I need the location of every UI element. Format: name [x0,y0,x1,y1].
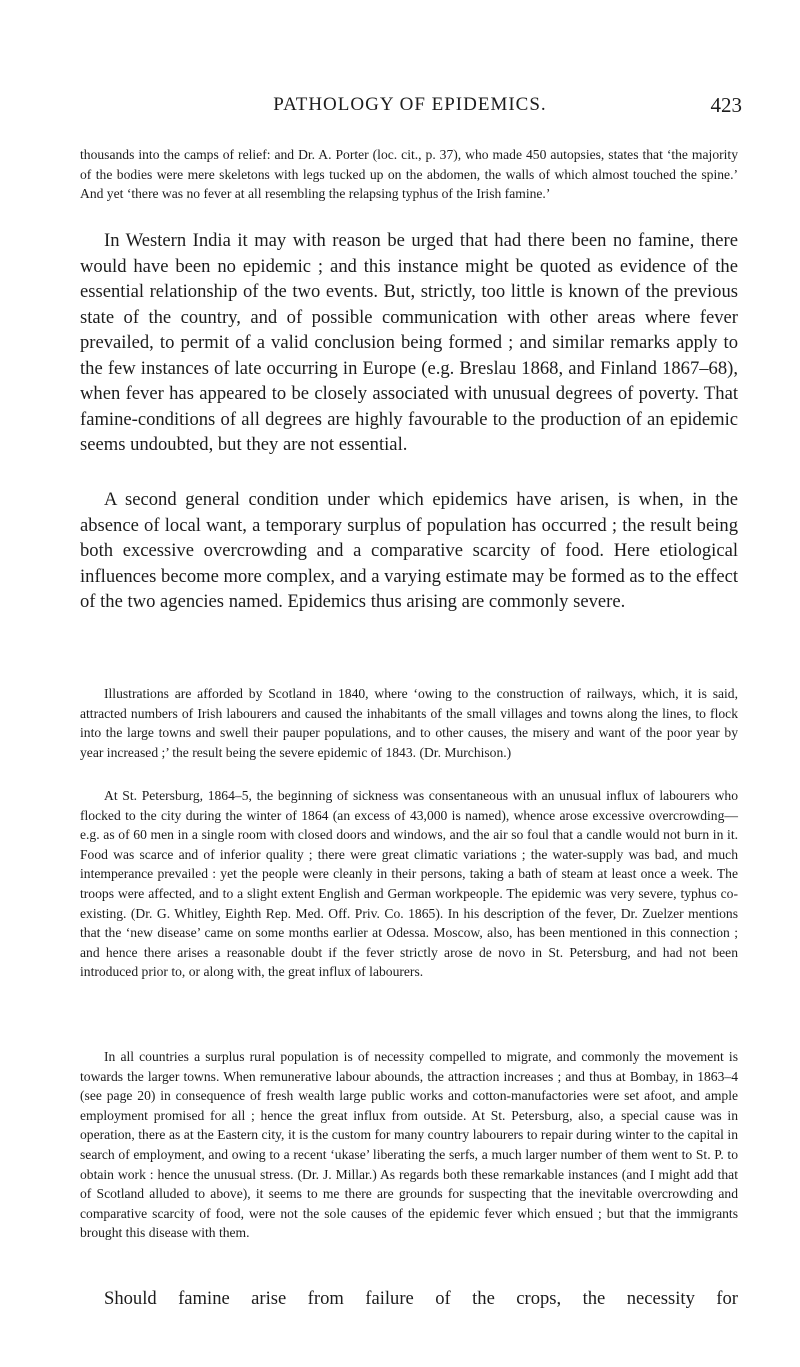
paragraph-text: In Western India it may with reason be urged that had there been no famine, there would have been no epidemic ; and this instance might be quoted as evidence of the essential relationship of the two events. But, strictly, too little is known of the previous state of the country, and of possible communication with other areas where fever prevailed, to permit of a valid conclusion being formed ; and similar remarks apply to the few instances of late occurring in Europe (e.g. Breslau 1868, and Finland 1867–68), when fever has appeared to be closely associated with unusual degrees of poverty. That famine-conditions of all degrees are highly favourable to the production of an epidemic seems undoubted, but they are not essential. [80,230,738,455]
paragraph-second-condition [80,487,738,615]
running-title: PATHOLOGY OF EPIDEMICS. [273,94,547,115]
paragraph-scotland [80,684,738,762]
paragraph-famine-crops [80,1286,738,1312]
paragraph-surplus-population [80,1047,738,1243]
paragraph-text: Should famine arise from failure of the crops, the necessity for [104,1288,738,1309]
paragraph-text: At St. Petersburg, 1864–5, the beginning of sickness was consentaneous with an unusual influx of labourers who flocked to the city during the winter of 1864 (an excess of 43,000 is named), whence arose excessive overcrowding—e.g. as of 60 men in a single room with closed doors and windows, and the air so foul that a candle would not burn in it. Food was scarce and of inferior quality ; there were great climatic variations ; the water-supply was bad, and much intemperance prevailed : yet the people were cleanly in their persons, taking a bath of steam at least once a week. The troops were affected, and to a slight extent English and German workpeople. The epidemic was very severe, typhus co-existing. (Dr. G. Whitley, Eighth Rep. Med. Off. Priv. Co. 1865). In his description of the fever, Dr. Zuelzer mentions that the ‘new disease’ came on some months earlier at Odessa. Moscow, also, has been mentioned in this connection ; and hence there arises a reasonable doubt if the fever strictly arose de novo in St. Petersburg, and had not been introduced prior to, or along with, the great influx of labourers. [80,788,738,980]
page-number: 423 [710,93,742,117]
paragraph-text: A second general condition under which epidemics have arisen, is when, in the absence of local want, a temporary surplus of population has occurred ; the result being both excessive overcrowding and a comparative scarcity of food. Here etiological influences become more complex, and a varying estimate may be formed as to the effect of the two agencies named. Epidemics thus arising are commonly severe. [80,489,738,612]
running-header [80,92,740,118]
paragraph-western-india [80,228,738,458]
paragraph-porter-quote [80,145,738,204]
paragraph-text: In all countries a surplus rural population is of necessity compelled to migrate, and commonly the movement is towards the larger towns. When remunerative labour abounds, the attraction increases ; and thus at Bombay, in 1863–4 (see page 20) in consequence of fresh wealth large public works and cotton-manufactories were set afoot, and ample employment promised for all ; hence the great influx from outside. At St. Petersburg, also, a special cause was in operation, there as at the Eastern city, it is the custom for many country labourers to repair during winter to the capital in search of employment, and owing to a recent ‘ukase’ liberating the serfs, a much larger number of them went to St. P. to obtain work : hence the unusual stress. (Dr. J. Millar.) As regards both these remarkable instances (and I might add that of Scotland alluded to above), it seems to me there are grounds for suspecting that the inevitable overcrowding and comparative scarcity of food, were not the sole causes of the epidemic fever which ensued ; but that the immigrants brought this disease with them. [80,1049,738,1241]
paragraph-text: Illustrations are afforded by Scotland in 1840, where ‘owing to the construction of railways, which, it is said, attracted numbers of Irish labourers and caused the inhabitants of the small villages and towns along the lines, to flock into the large towns and swell their pauper populations, and to other causes, the misery and want of the poor year by year increased ;’ the result being the severe epidemic of 1843. (Dr. Murchison.) [80,686,738,760]
paragraph-st-petersburg [80,786,738,982]
paragraph-text: thousands into the camps of relief: and Dr. A. Porter (loc. cit., p. 37), who made 450 autopsies, states that ‘the majority of the bodies were mere skeletons with legs tucked up on the abdomen, the walls of which almost touched the spine.’ And yet ‘there was no fever at all resembling the relapsing typhus of the Irish famine.’ [80,147,738,202]
